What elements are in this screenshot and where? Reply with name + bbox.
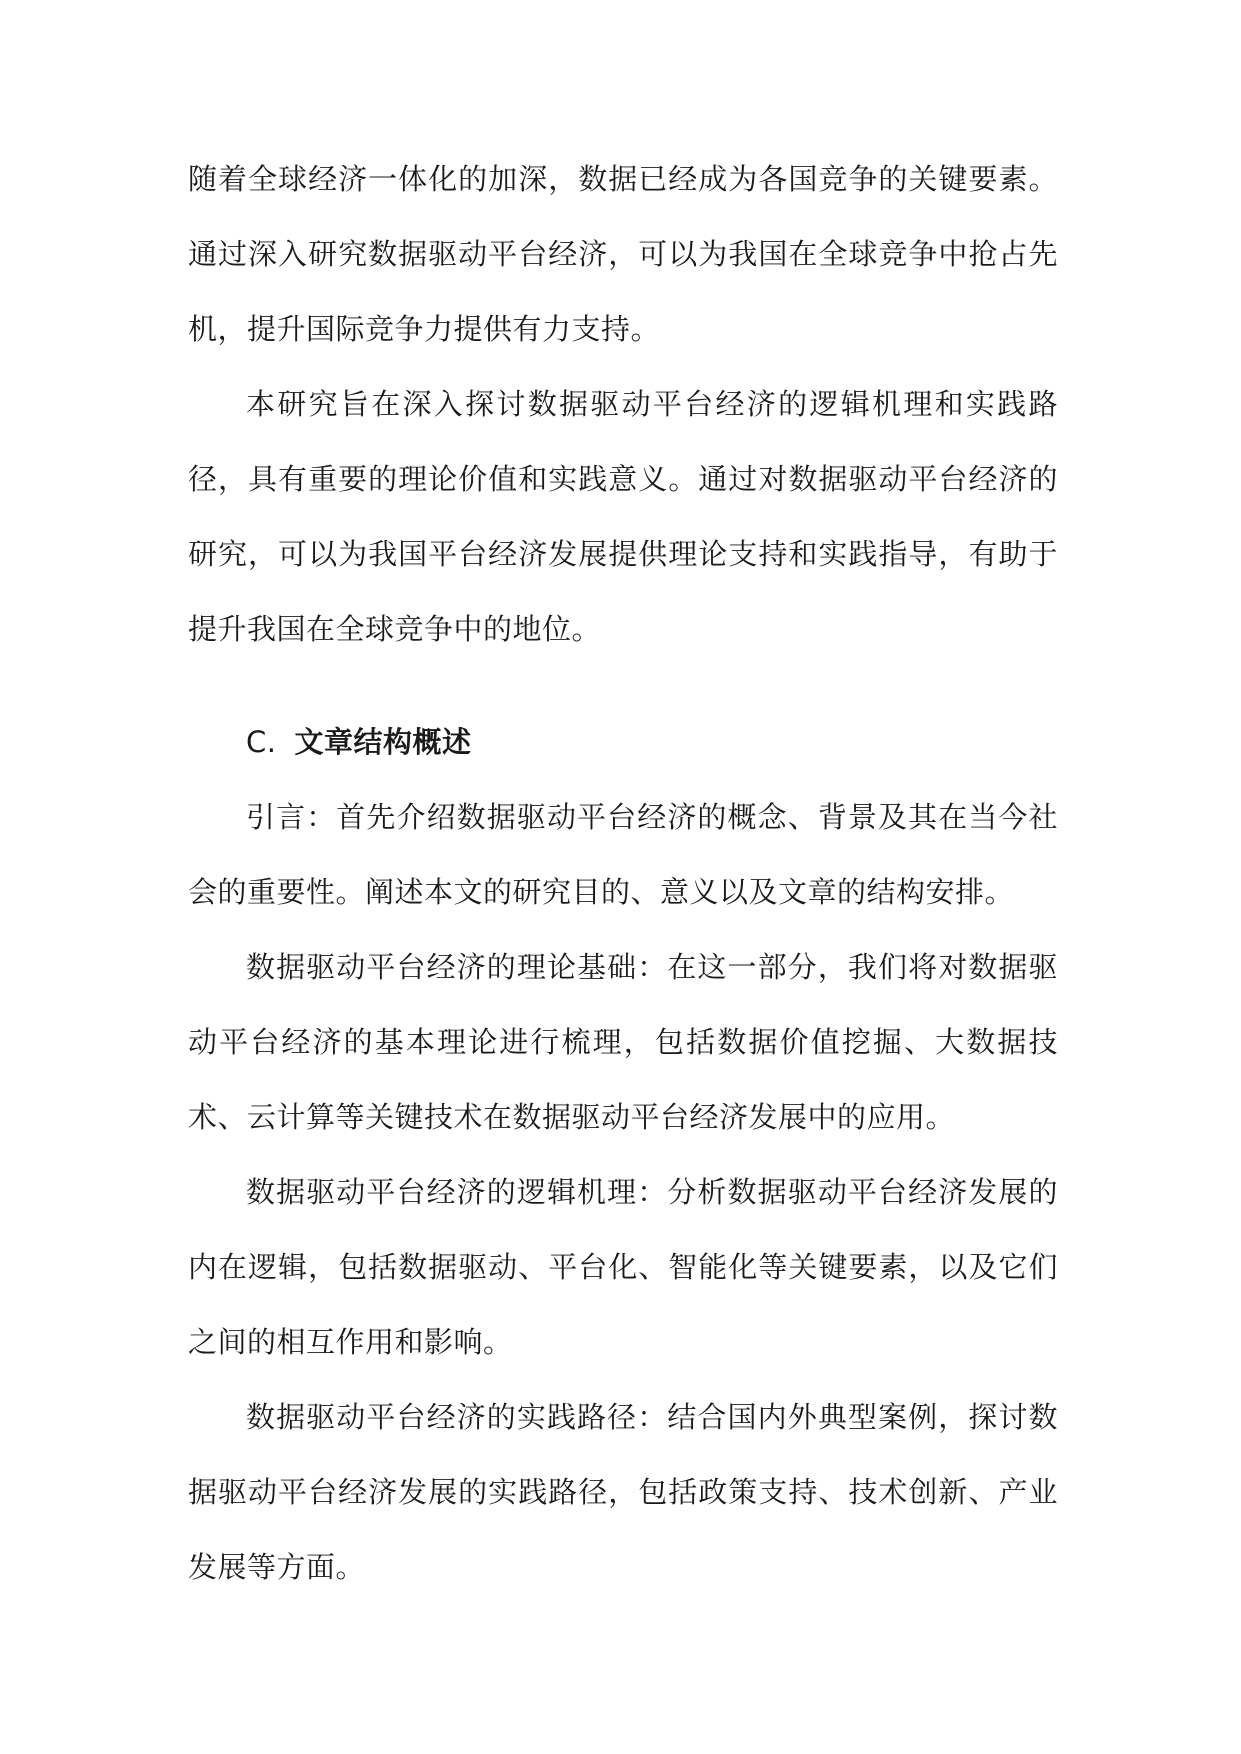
paragraph-theoretical-basis: 数据驱动平台经济的理论基础：在这一部分，我们将对数据驱动平台经济的基本理论进行梳理，包括数据价值挖掘、大数据技术、云计算等关键技术在数据驱动平台经济发展中的应用。 <box>188 950 1058 1134</box>
section-title: 文章结构概述 <box>294 725 472 759</box>
paragraph-logical-mechanism: 数据驱动平台经济的逻辑机理：分析数据驱动平台经济发展的内在逻辑，包括数据驱动、平台化、智能化等关键要素，以及它们之间的相互作用和影响。 <box>188 1175 1058 1359</box>
section-number: C. <box>246 725 277 759</box>
section-heading <box>188 705 1058 780</box>
document-body <box>188 142 1058 1605</box>
paragraph-continued: 随着全球经济一体化的加深，数据已经成为各国竞争的关键要素。通过深入研究数据驱动平台经济，可以为我国在全球竞争中抢占先机，提升国际竞争力提供有力支持。 <box>188 162 1058 346</box>
paragraph-practice-path: 数据驱动平台经济的实践路径：结合国内外典型案例，探讨数据驱动平台经济发展的实践路径，包括政策支持、技术创新、产业发展等方面。 <box>188 1400 1058 1584</box>
paragraph-research-significance: 本研究旨在深入探讨数据驱动平台经济的逻辑机理和实践路径，具有重要的理论价值和实践意义。通过对数据驱动平台经济的研究，可以为我国平台经济发展提供理论支持和实践指导，有助于提升我国在全球竞争中的地位。 <box>188 387 1058 646</box>
paragraph-introduction: 引言：首先介绍数据驱动平台经济的概念、背景及其在当今社会的重要性。阐述本文的研究目的、意义以及文章的结构安排。 <box>188 800 1058 909</box>
